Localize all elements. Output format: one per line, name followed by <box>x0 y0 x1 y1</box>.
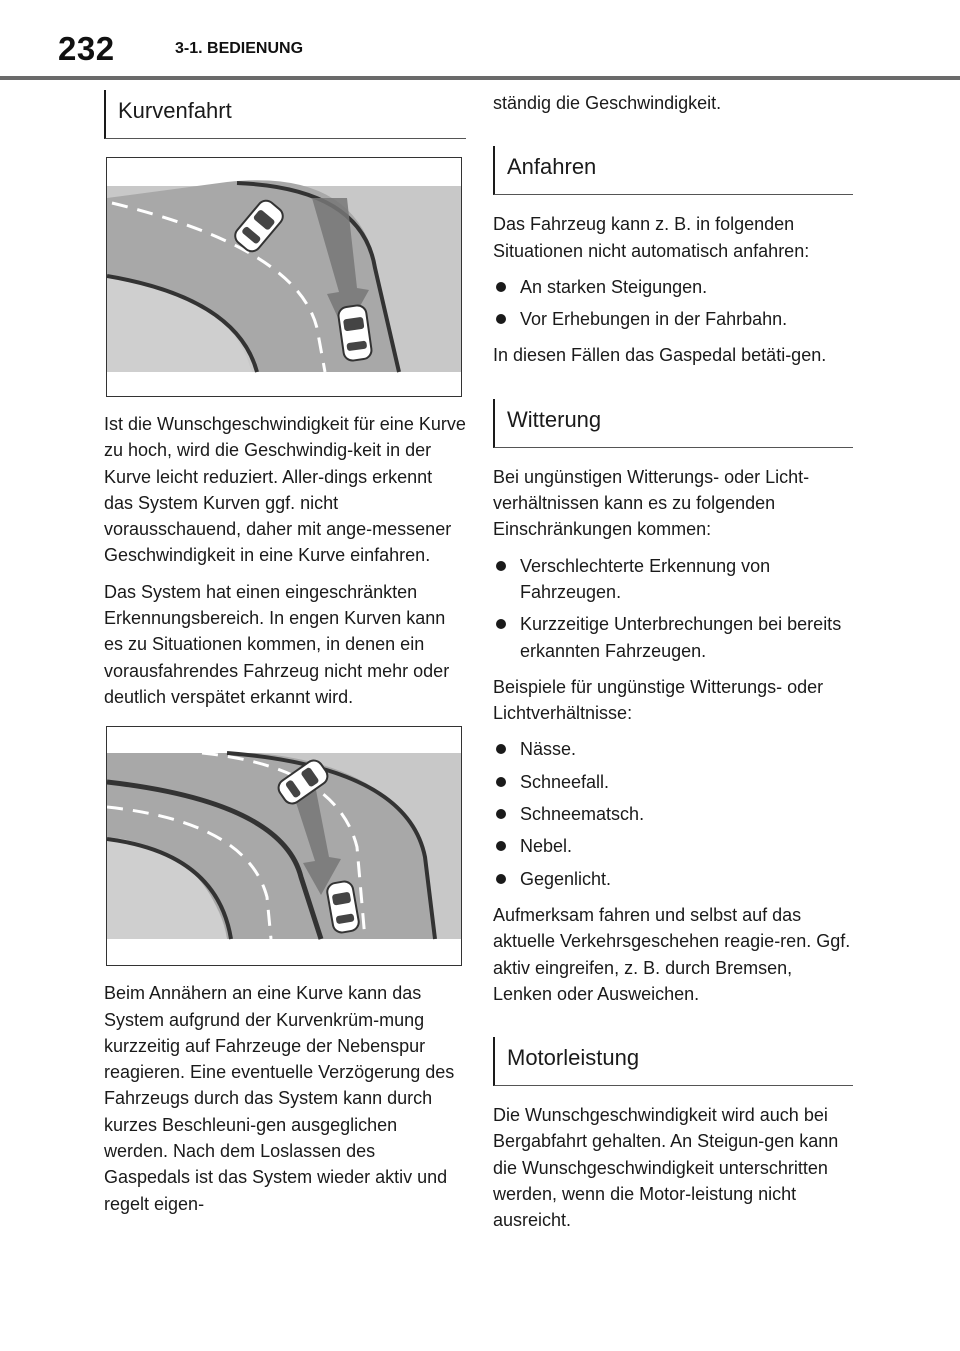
list-item: Gegenlicht. <box>493 866 853 892</box>
adjacent-lane-diagram <box>107 727 461 965</box>
right-column <box>493 90 853 1244</box>
section-heading-kurvenfahrt: Kurvenfahrt <box>104 90 466 139</box>
curve-driving-diagram <box>107 158 461 396</box>
chapter-title: 3-1. BEDIENUNG <box>175 40 304 57</box>
bullet-icon <box>496 874 506 884</box>
list-item: Nebel. <box>493 833 853 859</box>
header-rule <box>0 76 960 80</box>
paragraph-motorleistung: Die Wunschgeschwindigkeit wird auch bei Bergabfahrt gehalten. An Steigun-gen kann die Wunschgeschwindigkeit unterschritten werden, wenn die Motor-leistung nicht ausreicht. <box>493 1105 839 1231</box>
list-item: Nässe. <box>493 736 853 762</box>
bullet-icon <box>496 777 506 787</box>
bullet-icon <box>496 744 506 754</box>
bullet-icon <box>496 619 506 629</box>
list-item: An starken Steigungen. <box>493 274 853 300</box>
section-heading-anfahren: Anfahren <box>493 146 853 195</box>
section-heading-witterung: Witterung <box>493 399 853 448</box>
paragraph-detection-range: Das System hat einen eingeschränkten Erkennungsbereich. In engen Kurven kann es zu Situationen kommen, in denen ein vorausfahrendes Fahrzeug nicht mehr oder deutlich verspätet erkannt wird. <box>104 581 450 707</box>
paragraph-continuation: ständig die Geschwindigkeit. <box>493 93 722 113</box>
paragraph-witterung-intro: Bei ungünstigen Witterungs- oder Licht-verhältnissen kann es zu folgenden Einschränkungen kommen: <box>493 466 810 540</box>
paragraph-witterung-outro: Aufmerksam fahren und selbst auf das aktuelle Verkehrsgeschehen reagie-ren. Ggf. aktiv eingreifen, z. B. durch Bremsen, Lenken oder Ausweichen. <box>493 904 851 1004</box>
figure-curve-driving <box>106 157 462 397</box>
bullet-icon <box>496 561 506 571</box>
bullet-icon <box>496 314 506 324</box>
list-item: Schneematsch. <box>493 801 853 827</box>
figure-adjacent-lane <box>106 726 462 966</box>
section-heading-motorleistung: Motorleistung <box>493 1037 853 1086</box>
list-item: Kurzzeitige Unterbrechungen bei bereits erkannten Fahrzeugen. <box>493 611 853 664</box>
paragraph-anfahren-intro: Das Fahrzeug kann z. B. in folgenden Situationen nicht automatisch anfahren: <box>493 214 810 261</box>
list-witterung <box>493 553 853 664</box>
list-item: Vor Erhebungen in der Fahrbahn. <box>493 306 853 332</box>
page-number: 232 <box>58 30 115 67</box>
bullet-icon <box>496 841 506 851</box>
list-weather-examples <box>493 736 853 891</box>
list-anfahren <box>493 274 853 333</box>
paragraph-anfahren-outro: In diesen Fällen das Gaspedal betäti-gen. <box>493 345 827 366</box>
paragraph-witterung-examples: Beispiele für ungünstige Witterungs- oder Lichtverhältnisse: <box>493 676 824 724</box>
paragraph-curve-speed: Ist die Wunschgeschwindigkeit für eine Kurve zu hoch, wird die Geschwindig-keit in der Kurve leicht reduziert. Aller-dings erkennt das System Kurven ggf. nicht vorausschauend, daher mit ange-messener Geschwindigkeit in eine Kurve einfahren. <box>104 414 466 566</box>
list-item: Schneefall. <box>493 769 853 795</box>
bullet-icon <box>496 282 506 292</box>
left-column <box>104 90 466 1227</box>
bullet-icon <box>496 809 506 819</box>
list-item: Verschlechterte Erkennung von Fahrzeugen. <box>493 553 853 606</box>
paragraph-adjacent-lane: Beim Annähern an eine Kurve kann das System aufgrund der Kurvenkrüm-mung kurzzeitig auf Fahrzeuge der Nebenspur reagieren. Eine eventuelle Verzögerung des Fahrzeugs durch das System kann durch kurzes Beschleuni-gen ausgeglichen werden. Nach dem Loslassen des Gaspedals ist das System wieder aktiv und regelt eigen- <box>104 983 455 1214</box>
